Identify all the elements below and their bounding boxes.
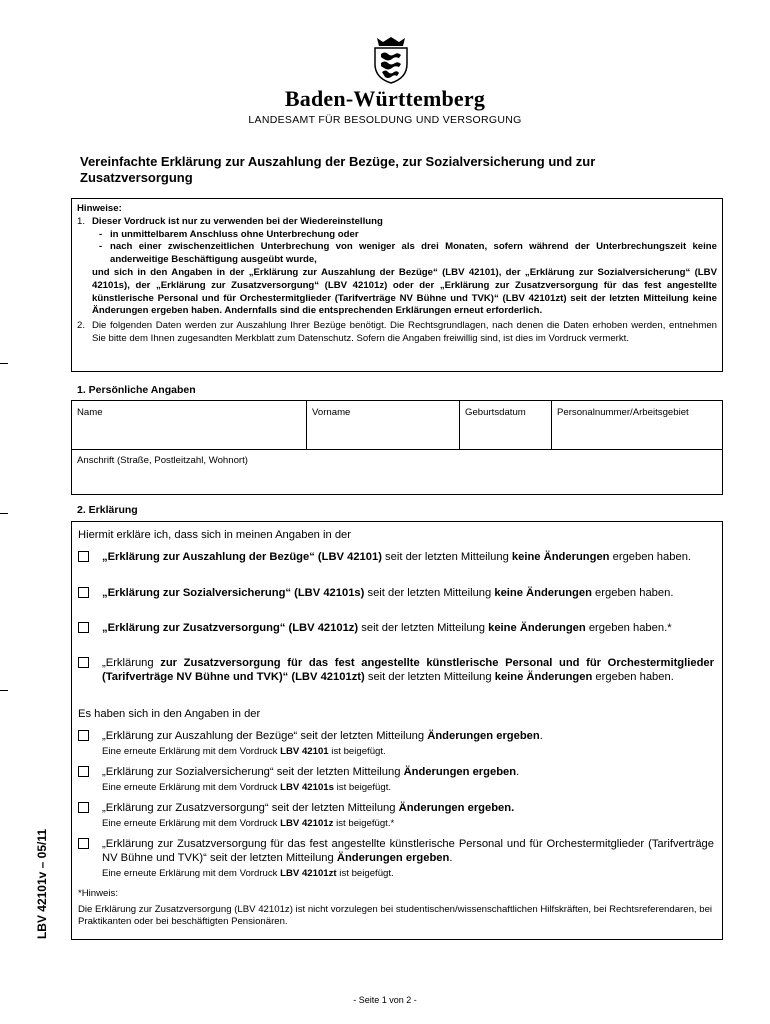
changes-intro: Es haben sich in den Angaben in der: [78, 708, 261, 720]
hinweis-1-rest: und sich in den Angaben in der „Erklärung zur Auszahlung der Bezüge“ (LBV 42101), der „Erklärung zur Sozialversicherung“ (LBV 42101s), der „Erklärung zur Zusatzversorgung“ (LBV 42101z) oder der „Erklärung zur Zusatzversorgung für das fest angestellte künstlerische Personal und für Orchestermitglieder (Tarifverträge NV Bühne und TVK)“ (LBV 42101zt) seit der letzten Mitteilung keine Änderungen ergeben haben. Andernfalls sind die entsprechenden Erklärungen erneut erforderlich.: [92, 266, 717, 317]
section-1-heading: 1. Persönliche Angaben: [77, 384, 196, 396]
hinweis-1-intro: Dieser Vordruck ist nur zu verwenden bei der Wiedereinstellung: [92, 215, 383, 227]
vorname-label: Vorname: [312, 407, 351, 418]
footnote: [78, 888, 718, 929]
hinweise-label: Hinweise:: [77, 203, 122, 214]
personalnummer-field[interactable]: [552, 401, 722, 449]
name-label: Name: [77, 407, 103, 418]
fold-mark-lower: [0, 690, 8, 691]
hinweise-box: [71, 198, 723, 372]
hinweis-2-text: Die folgenden Daten werden zur Auszahlung Ihrer Bezüge benötigt. Die Rechtsgrundlagen, nach denen die Daten erhoben werden, entnehmen Sie bitte dem Ihnen zugesandten Merkblatt zum Datenschutz. Sofern die Angaben freiwillig sind, ist dies im Vordruck vermerkt.: [92, 320, 717, 344]
option-no-change-42101zt: „Erklärung zur Zusatzversorgung für das fest angestellte künstlerische Personal und für Orchestermitglieder (Tarifverträge NV Bühne und TVK)“ (LBV 42101zt) seit der letzten Mitteilung keine Änderungen ergeben haben.: [78, 656, 714, 684]
declaration-intro: Hiermit erkläre ich, dass sich in meinen Angaben in der: [78, 529, 351, 541]
personalnummer-label: Personalnummer/Arbeitsgebiet: [557, 407, 689, 418]
declaration-box: [71, 521, 723, 940]
hinweis-1: 1. Dieser Vordruck ist nur zu verwenden bei der Wiedereinstellung - in unmittelbarem Anschluss ohne Unterbrechung oder - nach einer zwischenzeitlichen Unterbrechung von weniger als drei Monaten, sofern während der Unterbrechungszeit keine anderweitige Beschäftigung ausgeübt wurde, und sich in den Angaben in der „Erklärung zur Auszahlung der Bezüge“ (LBV 42101), der „Erklärung zur Sozialversicherung“ (LBV 42101s), der „Erklärung zur Zusatzversorgung“ (LBV 42101z) oder der „Erklärung zur Zusatzversorgung für das fest angestellte künstlerische Personal und für Orchestermitglieder (Tarifverträge NV Bühne und TVK)“ (LBV 42101zt) seit der letzten Mitteilung keine Änderungen ergeben haben. Andernfalls sind die entsprechenden Erklärungen erneut erforderlich.: [77, 215, 717, 317]
checkbox-no-change-42101[interactable]: [78, 551, 89, 562]
hinweis-1-number: 1.: [77, 215, 86, 227]
agency-name: LANDESAMT FÜR BESOLDUNG UND VERSORGUNG: [248, 114, 522, 126]
footnote-label: *Hinweis:: [78, 888, 118, 899]
section-2-heading: 2. Erklärung: [77, 504, 138, 516]
option-no-change-42101: „Erklärung zur Auszahlung der Bezüge“ (LBV 42101) seit der letzten Mitteilung keine Änderungen ergeben haben.: [78, 550, 714, 564]
page-title: Vereinfachte Erklärung zur Auszahlung der Bezüge, zur Sozialversicherung und zur Zusatzversorgung: [80, 154, 596, 185]
checkbox-no-change-42101zt[interactable]: [78, 657, 89, 668]
option-no-change-42101z: „Erklärung zur Zusatzversorgung“ (LBV 42101z) seit der letzten Mitteilung keine Änderungen ergeben haben.*: [78, 621, 714, 635]
option-change-42101zt: „Erklärung zur Zusatzversorgung für das fest angestellte künstlerische Personal und für Orchestermitglieder (Tarifverträge NV Bühne und TVK)“ seit der letzten Mitteilung Änderungen ergeben. Eine erneute Erklärung mit dem Vordruck LBV 42101zt ist beigefügt.: [78, 837, 714, 880]
geburtsdatum-field[interactable]: [460, 401, 552, 449]
option-change-42101s: „Erklärung zur Sozialversicherung“ seit der letzten Mitteilung Änderungen ergeben. Eine erneute Erklärung mit dem Vordruck LBV 42101s ist beigefügt.: [78, 765, 714, 794]
checkbox-no-change-42101z[interactable]: [78, 622, 89, 633]
hinweis-2: [77, 320, 717, 346]
option-change-42101z: „Erklärung zur Zusatzversorgung“ seit der letzten Mitteilung Änderungen ergeben. Eine erneute Erklärung mit dem Vordruck LBV 42101z ist beigefügt.*: [78, 801, 714, 830]
punch-mark: [0, 513, 8, 514]
checkbox-no-change-42101s[interactable]: [78, 587, 89, 598]
hinweis-1-dash-1: in unmittelbarem Anschluss ohne Unterbrechung oder: [110, 228, 359, 240]
name-field[interactable]: [72, 401, 307, 449]
brand-name: Baden-Württemberg: [284, 86, 486, 111]
page-number: - Seite 1 von 2 -: [353, 995, 417, 1005]
checkbox-change-42101s[interactable]: [78, 766, 89, 777]
footnote-text: Die Erklärung zur Zusatzversorgung (LBV 42101z) ist nicht vorzulegen bei studentischen/wissenschaftlichen Hilfskräften, bei Rechtsreferendaren, bei Praktikanten oder bei beschäftigten Pensionären.: [78, 903, 713, 927]
checkbox-change-42101zt[interactable]: [78, 838, 89, 849]
hinweis-1-dash-2: nach einer zwischenzeitlichen Unterbrechung von weniger als drei Monaten, sofern während der Unterbrechungszeit keine anderweitige Beschäftigung ausgeübt wurde,: [110, 241, 717, 266]
form-code: LBV 42101v – 05/11: [35, 828, 49, 940]
geburtsdatum-label: Geburtsdatum: [465, 407, 526, 418]
option-no-change-42101s: „Erklärung zur Sozialversicherung“ (LBV 42101s) seit der letzten Mitteilung keine Änderungen ergeben haben.: [78, 586, 714, 600]
personal-data-box: [71, 400, 723, 495]
hinweis-2-number: 2.: [77, 320, 86, 332]
vorname-field[interactable]: [307, 401, 460, 449]
fold-mark: [0, 363, 8, 364]
option-change-42101: „Erklärung zur Auszahlung der Bezüge“ seit der letzten Mitteilung Änderungen ergeben. Eine erneute Erklärung mit dem Vordruck LBV 42101 ist beigefügt.: [78, 729, 714, 758]
anschrift-label: Anschrift (Straße, Postleitzahl, Wohnort): [77, 455, 248, 466]
checkbox-change-42101z[interactable]: [78, 802, 89, 813]
checkbox-change-42101[interactable]: [78, 730, 89, 741]
coat-of-arms-icon: [369, 36, 413, 84]
